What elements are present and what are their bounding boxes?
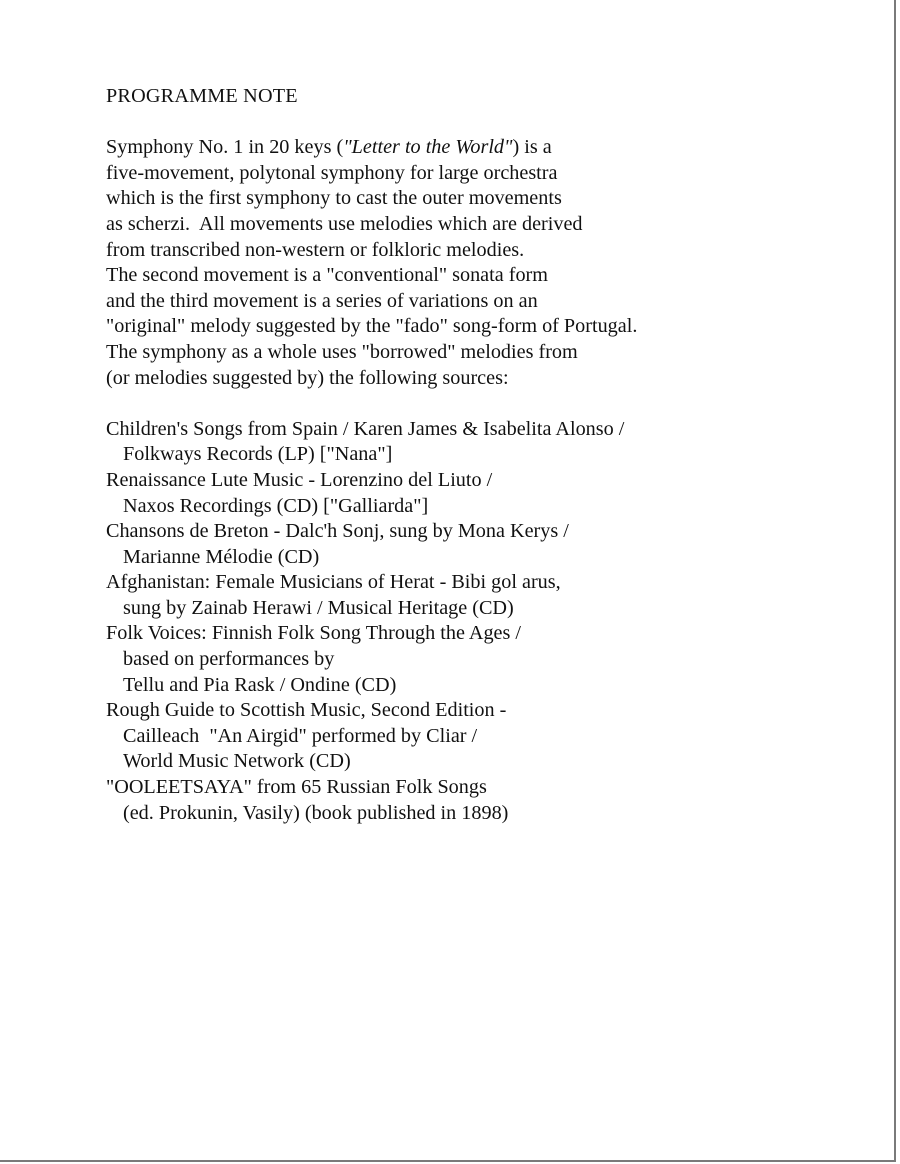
source-line: Rough Guide to Scottish Music, Second Edition -: [106, 699, 507, 722]
intro-line: The symphony as a whole uses "borrowed" melodies from: [106, 340, 578, 363]
source-list: [106, 417, 806, 827]
source-line: based on performances by: [123, 648, 335, 671]
source-line: Afghanistan: Female Musicians of Herat - Bibi gol arus,: [106, 571, 561, 594]
intro-text-before: Symphony No. 1 in 20 keys (: [106, 136, 344, 159]
source-line: World Music Network (CD): [123, 750, 351, 773]
intro-line: [106, 135, 806, 161]
intro-paragraph: [106, 135, 806, 391]
symphony-subtitle: "Letter to the World": [343, 136, 513, 159]
source-line: Children's Songs from Spain / Karen James & Isabelita Alonso /: [106, 417, 625, 440]
source-line: Naxos Recordings (CD) ["Galliarda"]: [123, 494, 429, 517]
source-line: Chansons de Breton - Dalc'h Sonj, sung by Mona Kerys /: [106, 520, 569, 543]
programme-note: [106, 84, 806, 826]
intro-line: as scherzi. All movements use melodies which are derived: [106, 212, 583, 235]
source-line: Folkways Records (LP) ["Nana"]: [123, 443, 393, 466]
intro-line: (or melodies suggested by) the following sources:: [106, 366, 509, 389]
intro-line: which is the first symphony to cast the outer movements: [106, 187, 562, 210]
source-line: (ed. Prokunin, Vasily) (book published in 1898): [123, 801, 509, 824]
intro-line: five-movement, polytonal symphony for large orchestra: [106, 161, 558, 184]
source-entry: [106, 698, 806, 775]
source-entry: [106, 570, 806, 621]
intro-line: "original" melody suggested by the "fado" song-form of Portugal.: [106, 315, 638, 338]
source-entry: [106, 468, 806, 519]
intro-line: The second movement is a "conventional" sonata form: [106, 264, 548, 287]
source-entry: [106, 417, 806, 468]
source-line: Tellu and Pia Rask / Ondine (CD): [123, 673, 397, 696]
source-line: Folk Voices: Finnish Folk Song Through the Ages /: [106, 622, 522, 645]
source-entry: [106, 519, 806, 570]
page-title: PROGRAMME NOTE: [106, 85, 298, 107]
source-line: sung by Zainab Herawi / Musical Heritage (CD): [123, 596, 514, 619]
intro-text-after: ) is a: [512, 136, 552, 159]
source-entry: [106, 775, 806, 826]
intro-line: and the third movement is a series of variations on an: [106, 289, 538, 312]
source-line: Marianne Mélodie (CD): [123, 545, 320, 568]
source-line: Cailleach "An Airgid" performed by Cliar /: [123, 724, 478, 747]
source-line: "OOLEETSAYA" from 65 Russian Folk Songs: [106, 776, 487, 799]
source-line: Renaissance Lute Music - Lorenzino del Liuto /: [106, 468, 493, 491]
source-entry: [106, 621, 806, 698]
intro-line: from transcribed non-western or folkloric melodies.: [106, 238, 525, 261]
